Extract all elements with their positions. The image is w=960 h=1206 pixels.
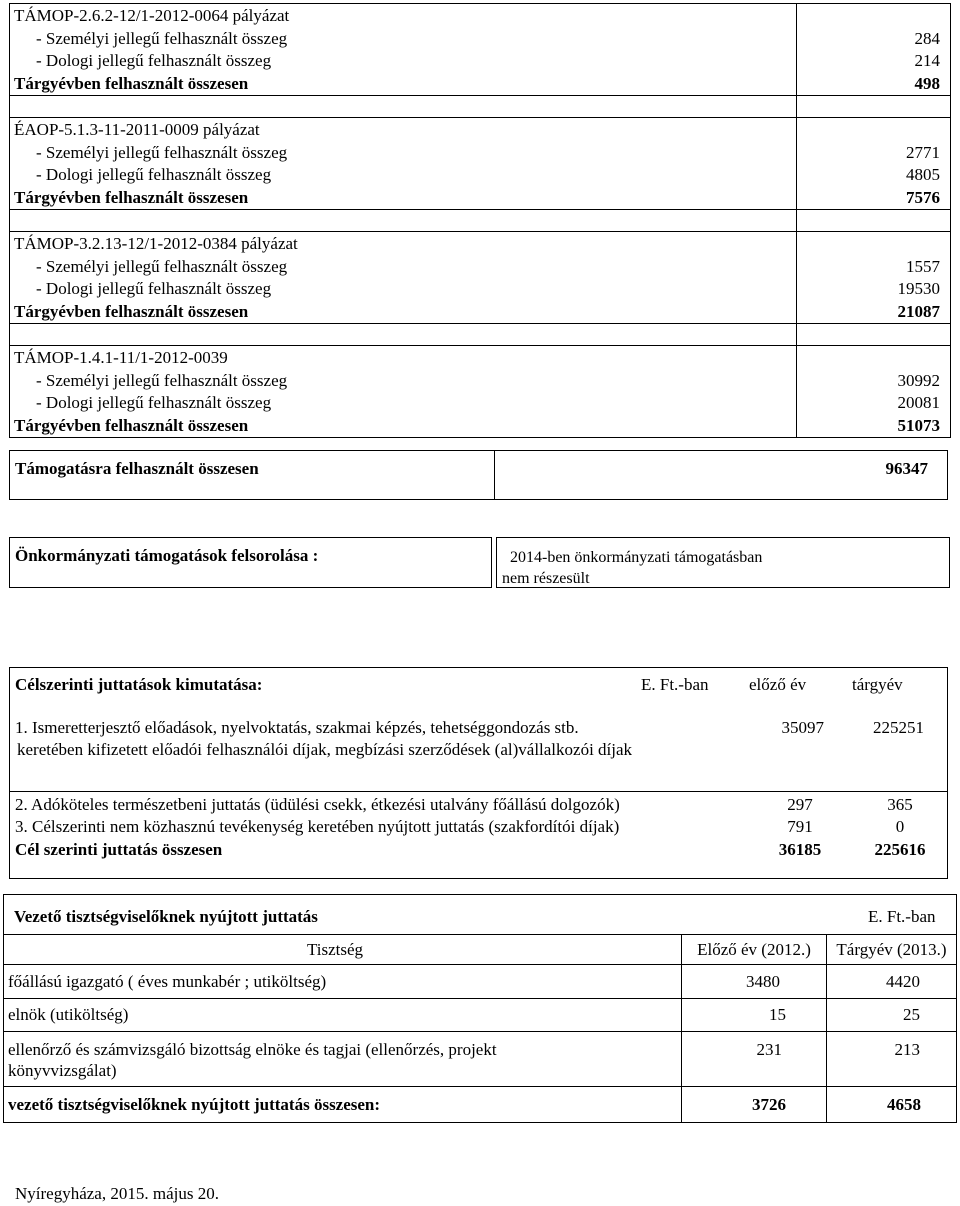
purpose-row3-prev: 791 bbox=[787, 817, 813, 836]
table-divider bbox=[9, 791, 948, 792]
personal-label: - Személyi jellegű felhasznált összeg bbox=[36, 371, 288, 390]
table-border bbox=[950, 3, 951, 437]
table-divider bbox=[3, 1031, 957, 1032]
municipal-value-line1: 2014-ben önkormányzati támogatásban bbox=[510, 549, 763, 566]
material-value: 20081 bbox=[897, 393, 940, 412]
purpose-prev-year-header: előző év bbox=[749, 675, 807, 694]
personal-label: - Személyi jellegű felhasznált összeg bbox=[36, 143, 288, 162]
officers-total-prev: 3726 bbox=[752, 1095, 786, 1114]
officers-col-prev: Előző év (2012.) bbox=[697, 940, 811, 959]
project-title: ÉAOP-5.1.3-11-2011-0009 pályázat bbox=[14, 120, 260, 139]
purpose-total-label: Cél szerinti juttatás összesen bbox=[15, 840, 223, 859]
officers-row-label: főállású igazgató ( éves munkabér ; utiköltség) bbox=[8, 972, 327, 991]
officers-total-curr: 4658 bbox=[887, 1095, 921, 1114]
purpose-row2-curr: 365 bbox=[887, 795, 913, 814]
material-label: - Dologi jellegű felhasznált összeg bbox=[36, 393, 272, 412]
total-value: 21087 bbox=[897, 302, 940, 321]
total-value: 498 bbox=[914, 74, 940, 93]
officers-row-label: elnök (utiköltség) bbox=[8, 1005, 129, 1024]
table-divider bbox=[9, 95, 951, 96]
officers-row-prev: 15 bbox=[769, 1005, 786, 1024]
table-border bbox=[9, 437, 951, 438]
officers-row-label-line1: ellenőrző és számvizsgáló bizottság elnöke és tagjai (ellenőrzés, projekt bbox=[8, 1040, 497, 1059]
officers-row-label-line2: könyvvizsgálat) bbox=[8, 1061, 117, 1080]
table-divider bbox=[9, 209, 951, 210]
purpose-title: Célszerinti juttatások kimutatása: bbox=[15, 675, 263, 694]
project-title: TÁMOP-2.6.2-12/1-2012-0064 pályázat bbox=[14, 6, 290, 25]
table-border bbox=[9, 3, 10, 437]
table-border bbox=[3, 894, 4, 1123]
personal-value: 284 bbox=[914, 29, 940, 48]
table-border bbox=[9, 667, 948, 668]
table-border bbox=[3, 1122, 957, 1123]
table-divider bbox=[9, 117, 951, 118]
officers-row-curr: 4420 bbox=[886, 972, 920, 991]
purpose-total-prev: 36185 bbox=[778, 840, 822, 859]
purpose-row1-line1: 1. Ismeretterjesztő előadások, nyelvoktatás, szakmai képzés, tehetséggondozás stb. bbox=[15, 718, 579, 737]
table-divider bbox=[826, 934, 827, 1123]
officers-row-prev: 3480 bbox=[746, 972, 780, 991]
purpose-row2-label: 2. Adóköteles természetbeni juttatás (üdülési csekk, étkezési utalvány főállású dolgozók) bbox=[15, 795, 620, 814]
purpose-row3-curr: 0 bbox=[895, 817, 905, 836]
table-border bbox=[956, 894, 957, 1123]
table-divider bbox=[9, 345, 951, 346]
personal-value: 30992 bbox=[897, 371, 940, 390]
personal-value: 1557 bbox=[906, 257, 940, 276]
total-label: Tárgyévben felhasznált összesen bbox=[14, 416, 249, 435]
table-divider bbox=[3, 1086, 957, 1087]
municipal-value-line2: nem részesült bbox=[502, 570, 590, 587]
material-value: 4805 bbox=[906, 165, 940, 184]
material-value: 214 bbox=[914, 51, 940, 70]
material-label: - Dologi jellegű felhasznált összeg bbox=[36, 165, 272, 184]
total-value: 51073 bbox=[897, 416, 940, 435]
purpose-row1-prev: 35097 bbox=[781, 718, 824, 737]
table-border bbox=[9, 878, 948, 879]
personal-label: - Személyi jellegű felhasznált összeg bbox=[36, 257, 288, 276]
purpose-row3-label: 3. Célszerinti nem közhasznú tevékenység keretében nyújtott juttatás (szakfordítói díjak) bbox=[15, 817, 620, 836]
officers-total-label: vezető tisztségviselőknek nyújtott juttatás összesen: bbox=[8, 1095, 381, 1114]
personal-value: 2771 bbox=[906, 143, 940, 162]
purpose-row1-curr: 225251 bbox=[873, 718, 924, 737]
total-label: Tárgyévben felhasznált összesen bbox=[14, 74, 249, 93]
table-divider bbox=[796, 3, 797, 437]
project-title: TÁMOP-1.4.1-11/1-2012-0039 bbox=[14, 348, 228, 367]
support-total-divider bbox=[494, 450, 495, 500]
officers-row-curr: 213 bbox=[894, 1040, 920, 1059]
material-label: - Dologi jellegű felhasznált összeg bbox=[36, 51, 272, 70]
personal-label: - Személyi jellegű felhasznált összeg bbox=[36, 29, 288, 48]
footer-place-date: Nyíregyháza, 2015. május 20. bbox=[15, 1184, 219, 1203]
officers-row-prev: 231 bbox=[756, 1040, 782, 1059]
total-label: Tárgyévben felhasznált összesen bbox=[14, 302, 249, 321]
table-divider bbox=[3, 998, 957, 999]
support-total-value: 96347 bbox=[885, 459, 928, 478]
purpose-curr-year-header: tárgyév bbox=[852, 675, 903, 694]
table-divider bbox=[3, 934, 957, 935]
officers-row-curr: 25 bbox=[903, 1005, 920, 1024]
material-value: 19530 bbox=[897, 279, 940, 298]
officers-title: Vezető tisztségviselőknek nyújtott juttatás bbox=[14, 907, 318, 926]
table-divider bbox=[9, 323, 951, 324]
table-divider bbox=[3, 964, 957, 965]
table-border bbox=[9, 3, 951, 4]
table-divider bbox=[9, 231, 951, 232]
table-border bbox=[9, 667, 10, 879]
total-value: 7576 bbox=[906, 188, 940, 207]
total-label: Tárgyévben felhasznált összesen bbox=[14, 188, 249, 207]
officers-unit: E. Ft.-ban bbox=[868, 907, 936, 926]
municipal-label: Önkormányzati támogatások felsorolása : bbox=[15, 546, 319, 565]
officers-col-curr: Tárgyév (2013.) bbox=[836, 940, 947, 959]
support-total-label: Támogatásra felhasznált összesen bbox=[15, 459, 259, 478]
table-divider bbox=[681, 934, 682, 1123]
material-label: - Dologi jellegű felhasznált összeg bbox=[36, 279, 272, 298]
purpose-unit: E. Ft.-ban bbox=[641, 675, 709, 694]
officers-col-position: Tisztség bbox=[306, 940, 364, 959]
table-border bbox=[3, 894, 957, 895]
purpose-row1-line2: keretében kifizetett előadói felhasználói díjak, megbízási szerződések (al)vállalkozói díjak bbox=[17, 740, 633, 759]
purpose-row2-prev: 297 bbox=[787, 795, 813, 814]
purpose-total-curr: 225616 bbox=[874, 840, 926, 859]
project-title: TÁMOP-3.2.13-12/1-2012-0384 pályázat bbox=[14, 234, 298, 253]
